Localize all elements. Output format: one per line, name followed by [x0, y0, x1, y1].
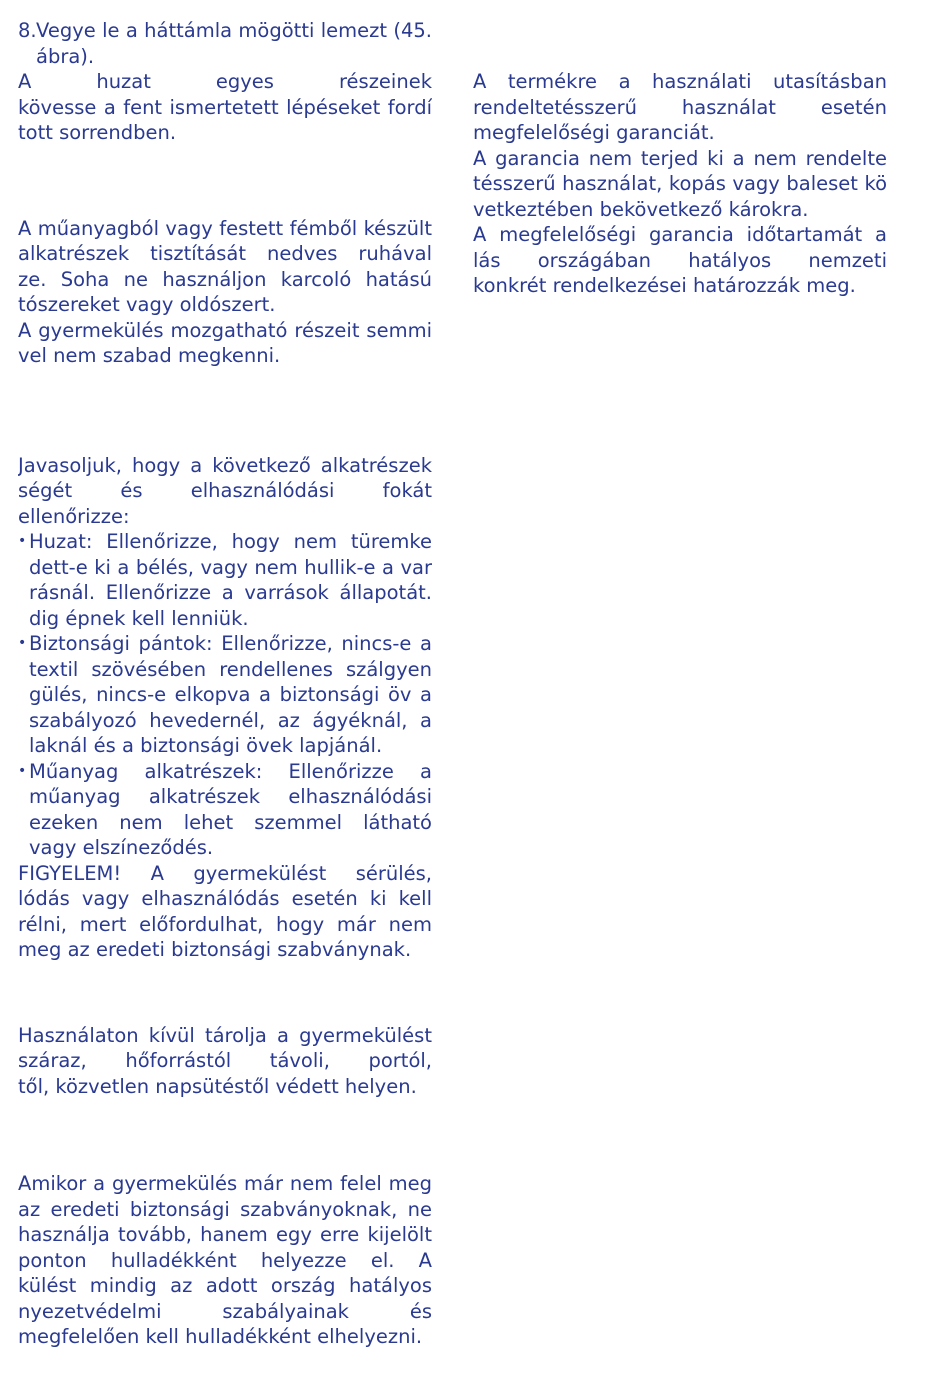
text-line: nyezetvédelmi szabályainak és [18, 1299, 432, 1323]
text-line: ellenőrizze: [18, 504, 130, 528]
text-line: megfelelően kell hulladékként elhelyezni. [18, 1325, 423, 1348]
text-line: vagy elszíneződés. [29, 836, 214, 859]
text-line: Használaton kívül tárolja a gyermekülést [18, 1023, 432, 1047]
right-column [473, 69, 887, 299]
step-line: ábra). [36, 44, 95, 68]
step-8 [18, 18, 432, 69]
text-line: Műanyag alkatrészek: Ellenőrizze a [29, 759, 432, 783]
text-line: alkatrészek tisztítását nedves ruhával [18, 242, 432, 265]
step-number: 8. [18, 19, 37, 42]
reassembly-paragraph [18, 69, 432, 146]
text-line: tésszerű használat, kopás vagy baleset kö [473, 172, 887, 195]
text-line: használja tovább, hanem egy erre kijelölt [18, 1223, 432, 1246]
warning-paragraph [18, 861, 432, 963]
text-line: rásnál. Ellenőrizze a varrások állapotát. [29, 581, 432, 604]
text-line: Javasoljuk, hogy a következő alkatrészek [18, 453, 432, 477]
text-line: A gyermekülés mozgatható részeit semmi [18, 318, 432, 342]
text-line: ponton hulladékként helyezze el. A [18, 1248, 432, 1272]
bullet-marker: • [18, 533, 27, 549]
text-line: megfelelőségi garanciát. [473, 121, 715, 144]
left-column [18, 18, 432, 1350]
text-line: Huzat: Ellenőrizze, hogy nem türemke [29, 530, 432, 553]
bullet-marker: • [18, 762, 27, 779]
text-line: meg az eredeti biztonsági szabványnak. [18, 938, 412, 961]
text-line: lódás vagy elhasználódás esetén ki kell [18, 887, 432, 910]
text-line: ezeken nem lehet szemmel látható [29, 810, 432, 834]
bullet-plastic-parts [18, 759, 432, 861]
text-line: külést mindig az adott ország hatályos [18, 1274, 432, 1297]
text-line: FIGYELEM! A gyermekülést sérülés, [18, 861, 432, 885]
text-line: az eredeti biztonsági szabványoknak, ne [18, 1197, 432, 1221]
text-line: ségét és elhasználódási fokát [18, 479, 432, 502]
step-line: Vegye le a háttámla mögötti lemezt (45. [36, 19, 432, 42]
text-line: A termékre a használati utasításban [473, 70, 887, 93]
bullet-cover [18, 529, 432, 631]
text-line: A műanyagból vagy festett fémből készült [18, 216, 432, 240]
warranty-paragraph [473, 69, 887, 299]
text-line: gülés, nincs-e elkopva a biztonsági öv a [29, 683, 432, 706]
text-line: A huzat egyes részeinek [18, 70, 432, 93]
text-line: kövesse a fent ismertetett lépéseket fordí [18, 95, 432, 119]
text-line: vetkeztében bekövetkező károkra. [473, 197, 809, 221]
text-line: textil szövésében rendellenes szálgyen [29, 657, 432, 681]
inspection-intro [18, 453, 432, 530]
cleaning-paragraph [18, 216, 432, 369]
bullet-marker: • [18, 635, 27, 651]
text-line: lás országában hatályos nemzeti [473, 248, 887, 272]
text-line: konkrét rendelkezései határozzák meg. [473, 274, 856, 297]
text-line: vel nem szabad megkenni. [18, 344, 281, 367]
disposal-paragraph [18, 1171, 432, 1350]
bullet-safety-straps [18, 631, 432, 759]
text-line: től, közvetlen napsütéstől védett helyen. [18, 1074, 417, 1098]
text-line: laknál és a biztonsági övek lapjánál. [29, 734, 383, 757]
text-line: A garancia nem terjed ki a nem rendelte [473, 146, 887, 170]
text-line: dett-e ki a bélés, vagy nem hullik-e a var [29, 555, 432, 579]
text-line: rélni, mert előfordulhat, hogy már nem [18, 912, 432, 936]
text-line: Amikor a gyermekülés már nem felel meg [18, 1172, 432, 1195]
text-line: tószereket vagy oldószert. [18, 293, 276, 316]
storage-paragraph [18, 1023, 432, 1100]
text-line: tott sorrendben. [18, 121, 177, 144]
text-line: dig épnek kell lenniük. [29, 606, 249, 630]
text-line: rendeltetésszerű használat esetén [473, 95, 887, 119]
text-line: A megfelelőségi garancia időtartamát a [473, 223, 887, 246]
text-line: szabályozó hevedernél, az ágyéknál, a [29, 708, 432, 732]
text-line: száraz, hőforrástól távoli, portól, [18, 1049, 432, 1072]
text-line: ze. Soha ne használjon karcoló hatású [18, 267, 432, 291]
text-line: műanyag alkatrészek elhasználódási [29, 785, 432, 808]
text-line: Biztonsági pántok: Ellenőrizze, nincs-e a [29, 632, 432, 655]
